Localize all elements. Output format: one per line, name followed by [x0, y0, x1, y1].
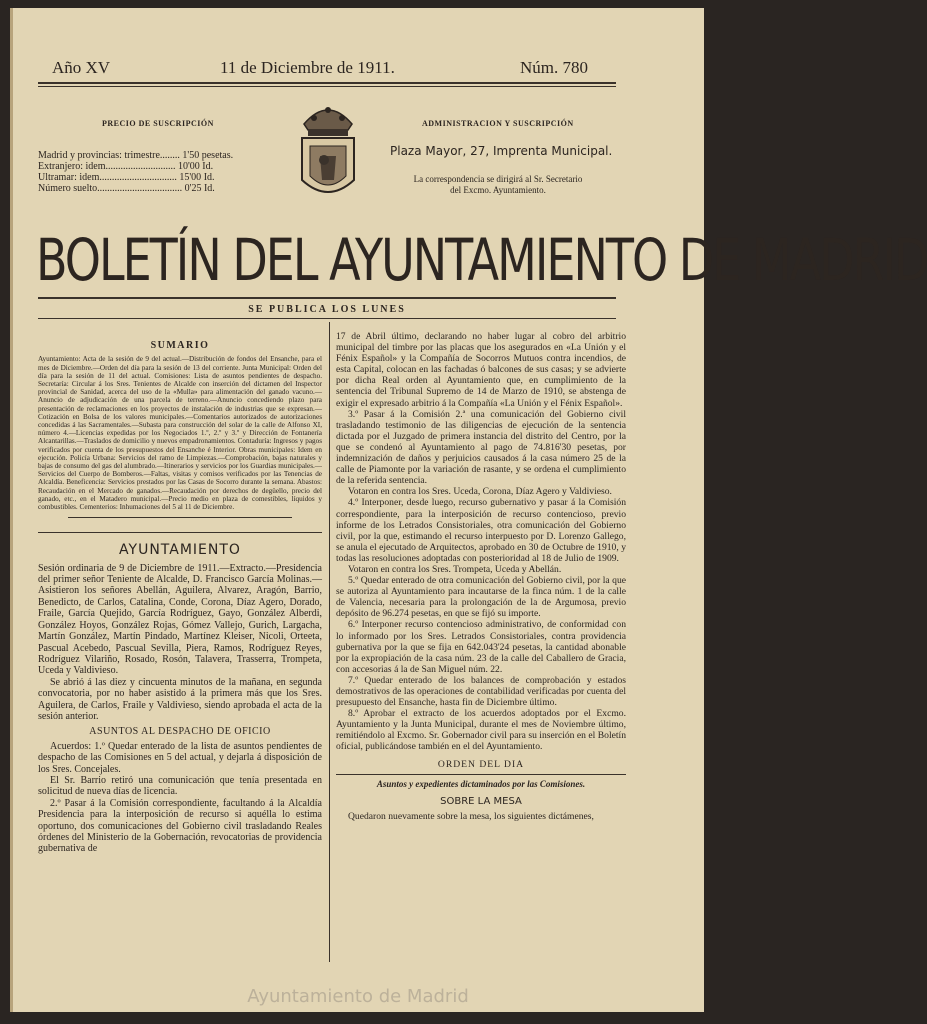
- sumario-text: Ayuntamiento: Acta de la sesión de 9 del actual.—Distribución de fondos del Ensanche, para el mes de Diciembre.—Orden del día para la sesión de 13 del corriente. Junta Municipal: Orden del día para la sesión de 11 del actual. Comisiones: Lista de asuntos pendientes de despacho. Secretaría: Circular á los Sres. Tenientes de Alcalde con inserción del dictamen del Inspector provincial de Sanidad, acerca del uso de la «Mulla» para alimentación del ganado vacuno.—Anuncio de adjudicación de una parcela de terreno.—Anuncio concediendo plazo para presentación de reclamaciones en los proyectos de instalación de industrias que se expresan.—Cotización en Bolsa de los valores municipales.—Comentarios autorizados de autorizaciones concedidas á las Sacramentales.—Subasta para construcción del solar de la calle de Alfonso XI, número 4.—Licencias expedidas por los Negociados 1.º, 2.º y 3.º y Dirección de Fontanería Alcantarillas.—Traslados de domicilio y nuevos empadronamientos. Contaduría: Ingresos y pagos verificados por cuenta de los presupuestos del Ensanche é Interior. Obras municipales: Idem en ejecución. Policía Urbana: Servicios del ramo de Limpiezas.—Comprobación, bajas naturales y bajas de consumo del gas del alumbrado.—Itinerarios y servicios por los Guardias municipales.—Servicios del Cuerpo de Bomberos.—Faltas, visitas y comisos verificados por las Tenencias de Alcaldía. Beneficencia: Servicios prestados por las Casas de Socorro durante la semana. Abastos: Recaudación en el Mercado de ganados.—Recaudación por derechos de degüello, precio del ganado, etc., en el Matadero municipal.—Precio medio en plaza de comestibles, líquidos y combustibles. Cementerios: Inhumaciones del 5 al 11 de Diciembre.: [38, 355, 322, 512]
- acuerdo-paragraph: Acuerdos: 1.º Quedar enterado de la lista de asuntos pendientes de despacho de las Comisiones en 5 del actual, y dejarla á disposición de los Sres. Concejales.: [38, 740, 322, 775]
- subscription-row: Extranjero: idem............................ 10'00 Id.: [38, 161, 214, 172]
- issue-date: 11 de Diciembre de 1911.: [220, 58, 395, 77]
- issue-header: [36, 56, 608, 82]
- administration-note: La correspondencia se dirigirá al Sr. Secretario del Excmo. Ayuntamiento.: [413, 174, 583, 195]
- subscription-row: Madrid y provincias: trimestre........ 1'50 pesetas.: [38, 150, 234, 161]
- subscription-table: [38, 150, 233, 194]
- header-rule: [38, 82, 616, 84]
- ayuntamiento-title: AYUNTAMIENTO: [119, 542, 241, 559]
- coat-of-arms-icon: [298, 100, 358, 206]
- masthead-rule: [38, 297, 616, 299]
- right-column: [336, 331, 626, 822]
- watermark: Ayuntamiento de Madrid: [247, 986, 469, 1007]
- sumario-title: SUMARIO: [150, 340, 210, 351]
- administration-title: ADMINISTRACION Y SUSCRIPCIÓN: [422, 119, 574, 128]
- session-opening: Se abrió á las diez y cincuenta minutos de la mañana, en segunda convocatoria, por no haber asistido á la primera más que los Sres. Aguilera, de Carlos, Fraile y Valdivieso, siendo aprobada el acta de la sesión anterior.: [38, 676, 322, 722]
- vote-note: Votaron en contra los Sres. Trompeta, Uceda y Abellán.: [348, 563, 562, 575]
- acuerdo-paragraph: 6.º Interponer recurso contencioso administrativo, de conformidad con lo informado por los Sres. Letrados Consistoriales, contra providencia gubernativa por la que se fija en 642.043'24 pesetas, la cantidad abonable por la expropiación de la casa núm. 23 de la calle del Caballero de Gracia, con accesorias á la de San Miguel núm. 22.: [336, 619, 626, 675]
- acuerdo-paragraph: 8.º Aprobar el extracto de los acuerdos adoptados por el Excmo. Ayuntamiento y la Junta Municipal, durante el mes de Noviembre último, remitiéndolo al Excmo. Sr. Gobernador civil para su inserción en el Boletín oficial, publicándose también en el del Ayuntamiento.: [336, 708, 626, 753]
- vote-note: Votaron en contra los Sres. Uceda, Corona, Díaz Agero y Valdivieso.: [348, 486, 612, 498]
- orden-subtitle: Asuntos y expedientes dictaminados por las Comisiones.: [376, 778, 586, 789]
- acuerdo-paragraph: 5.º Quedar enterado de otra comunicación del Gobierno civil, por la que se autoriza al Ayuntamiento para incautarse de la finca núm. 1 de la calle de Valencia, necesaria para la prolongación de la de Argumosa, previo depósito de 96.274 pesetas, en que se fijó su importe.: [336, 575, 626, 620]
- sobre-la-mesa-title: SOBRE LA MESA: [440, 795, 522, 807]
- issue-number: Núm. 780: [520, 58, 588, 77]
- masthead-title: BOLETÍN DEL AYUNTAMIENTO DE MADRID: [36, 226, 927, 294]
- column-divider: [329, 322, 330, 962]
- subscription-row: Ultramar: idem............................... 15'00 Id.: [38, 172, 215, 183]
- acuerdo-paragraph: 3.º Pasar á la Comisión 2.ª una comunicación del Gobierno civil trasladando testimonio de las diligencias de ejecución de la sentencia dictada por el Juzgado de primera instancia del distrito del Centro, por la que se condenó al Ayuntamiento al pago de 74.816'30 pesetas, por indemnización de daños y perjuicios causados á la casa número 25 de la calle de Piamonte por la variación de rasante, y se ordena el cumplimiento de la referida sentencia.: [336, 408, 626, 487]
- session-summary: Sesión ordinaria de 9 de Diciembre de 1911.—Extracto.—Presidencia del primer señor Teniente de Alcalde, D. Francisco García Molinas.—Asistieron los señores Abellán, Aguilera, Alvarez, Aragón, Barrio, Benedicto, de Carlos, Catalina, Conde, Corona, Díaz Agero, Dorado, Fraile, García Quejido, García Rodríguez, Gayo, González Alberdi, González Hoyos, González Rojas, Gómez Vallejo, Gurich, Largacha, Martín González, Martín Pindado, Martínez Kleiser, Nicoli, Orteeta, Pascual Acebedo, Pascual Sevilla, Piera, Ramos, Rodríguez Reyes, Rodríguez Vilariño, Rosado, Rosón, Talavera, Trasserra, Trompeta, Uceda y Valdivieso.: [38, 562, 322, 677]
- orden-del-dia-title: ORDEN DEL DIA: [437, 758, 525, 770]
- acuerdo-paragraph: 4.º Interponer, desde luego, recurso gubernativo y pasar á la Comisión correspondiente, para la interposición de recurso contencioso, previo informe de los Letrados Consistoriales, otra comunicación del Gobierno civil, por la que, estimando el recurso interpuesto por D. Lorenzo Gallego, se anula el ejecutado de Arquitectos, aprobado en 30 de Octubre de 1910, y todas las resoluciones adoptadas con posterioridad al 18 de Julio de 1909.: [336, 497, 626, 564]
- administration-address: Plaza Mayor, 27, Imprenta Municipal.: [390, 144, 613, 158]
- acuerdo-paragraph: 7.º Quedar enterado de los balances de comprobación y estados demostrativos de las operaciones de contabilidad verificadas por cuenta del presupuesto del Ensanche, hasta fin de Diciembre último.: [336, 674, 626, 709]
- section-rule: [38, 532, 322, 533]
- subscription-title: PRECIO DE SUSCRIPCIÓN: [102, 119, 214, 128]
- header-rule-thin: [38, 86, 616, 87]
- acuerdo-paragraph: 17 de Abril último, declarando no haber lugar al cobro del arbitrio municipal del timbre por las placas que los asegurados en «La Unión y el Fénix Español» y la Compañía de Socorros Mutuos contra incendios, de esta Capital, colocan en las fachadas ó balcones de sus casas; y se advierte por dicha Real orden al Ayuntamiento que, en cumplimiento de la sentencia del Tribunal Supremo de 14 de Marzo de 1910, se abstenga de exigir el expresado arbitrio á la Compañía «La Unión y el Fénix Español».: [336, 331, 626, 409]
- left-column: [38, 340, 322, 855]
- acuerdo-paragraph: El Sr. Barrio retiró una comunicación que tenía presentada en solicitud de nueva días de licencia.: [38, 774, 322, 798]
- acuerdo-paragraph: 2.º Pasar á la Comisión correspondiente, facultando á la Alcaldía Presidencia para la interposición de recurso si aquélla lo estima oportuno, dos comunicaciones del Gobierno civil trasladando Reales órdenes del Ministerio de la Gobernación, revocatorias de providencia gubernativa de: [38, 797, 322, 855]
- mesa-paragraph: Quedaron nuevamente sobre la mesa, los siguientes dictámenes,: [348, 810, 594, 822]
- sumario-rule: [68, 517, 292, 518]
- subtitle-rule: [38, 318, 616, 319]
- orden-rule: [336, 774, 626, 775]
- despacho-title: ASUNTOS AL DESPACHO DE OFICIO: [89, 726, 271, 738]
- publication-subtitle: SE PUBLICA LOS LUNES: [248, 304, 406, 315]
- issue-year: Año XV: [52, 58, 111, 77]
- subscription-row: Número suelto.................................. 0'25 Id.: [38, 183, 215, 194]
